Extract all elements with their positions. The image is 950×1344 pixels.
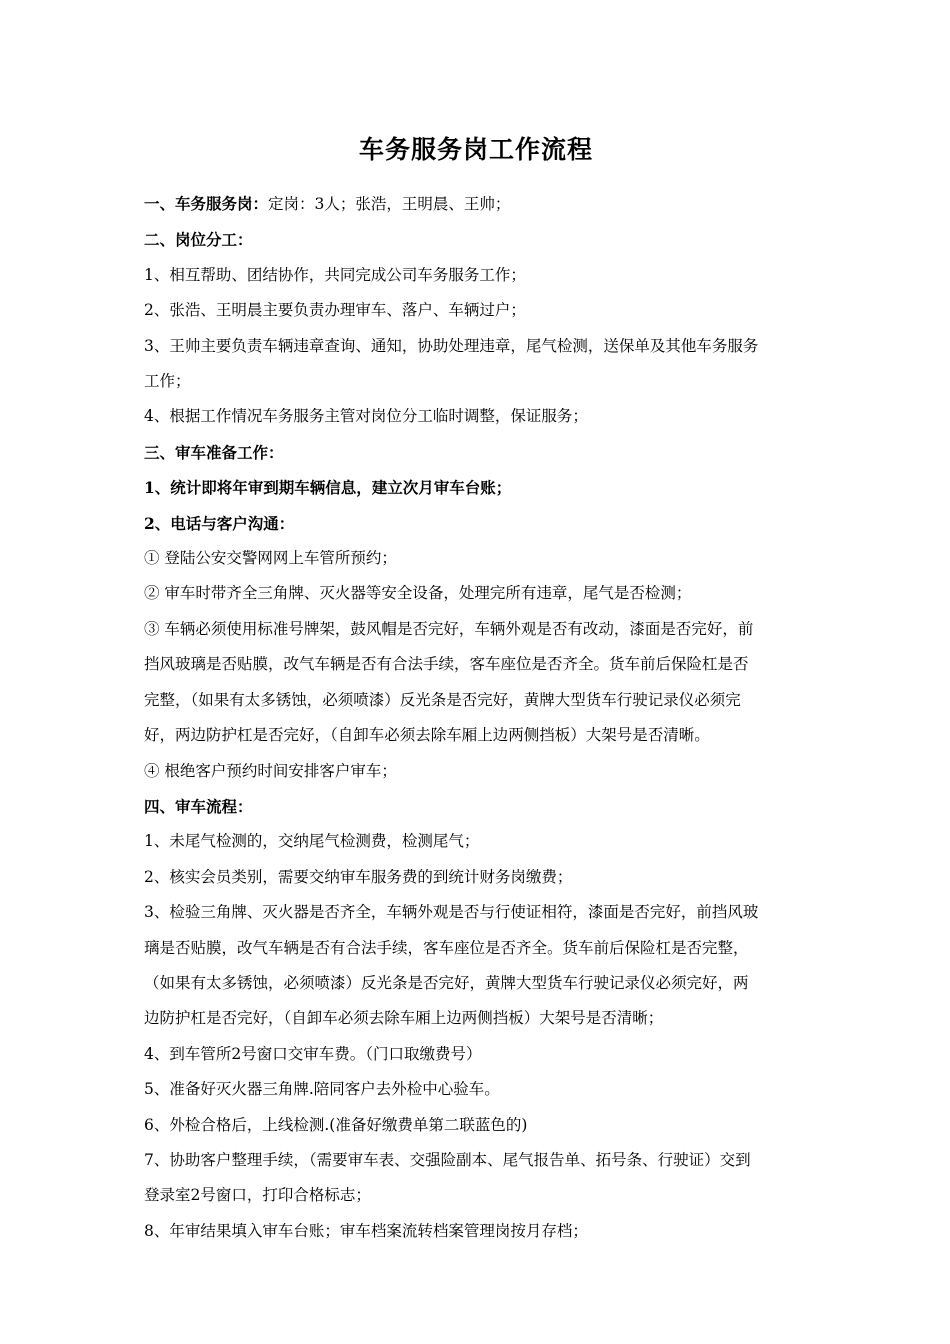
paragraph-line: （如果有太多锈蚀，必须喷漆）反光条是否完好，黄牌大型货车行驶记录仪必须完好，两 — [144, 973, 749, 992]
paragraph-line: 璃是否贴膜，改气车辆是否有合法手续，客车座位是否齐全。货车前后保险杠是否完整， — [144, 938, 749, 957]
paragraph-line: 登录室2号窗口，打印合格标志； — [144, 1186, 371, 1205]
section-heading-3: 三、审车准备工作： — [144, 442, 284, 462]
paragraph-line: 2、核实会员类别，需要交纳审车服务费的到统计财务岗缴费； — [144, 867, 573, 886]
section-heading-1 — [144, 186, 808, 222]
section-heading-detail: 定岗：3人；张浩，王明晨、王帅； — [268, 195, 511, 213]
paragraph-line: ③ 车辆必须使用标准号牌架，鼓风帽是否完好，车辆外观是否有改动，漆面是否完好，前 — [144, 619, 754, 638]
paragraph-line: 边防护杠是否完好，（自卸车必须去除车厢上边两侧挡板）大架号是否清晰； — [144, 1009, 664, 1028]
paragraph-line: 2、张浩、王明晨主要负责办理审车、落户、车辆过户； — [144, 301, 526, 320]
paragraph-line: 挡风玻璃是否贴膜，改气车辆是否有合法手续，客车座位是否齐全。货车前后保险杠是否 — [144, 655, 749, 674]
paragraph-line-bold: 1、统计即将年审到期车辆信息，建立次月审车台账； — [144, 478, 512, 498]
paragraph-line: 6、外检合格后，上线检测.(准备好缴费单第二联蓝色的) — [144, 1115, 528, 1134]
paragraph-line: 8、年审结果填入审车台账；审车档案流转档案管理岗按月存档； — [144, 1221, 588, 1240]
paragraph-line: ① 登陆公安交警网网上车管所预约； — [144, 549, 397, 568]
paragraph-line: 完整，（如果有太多锈蚀，必须喷漆）反光条是否完好，黄牌大型货车行驶记录仪必须完 — [144, 690, 741, 709]
paragraph-line: 7、协助客户整理手续，（需要审车表、交强险副本、尾气报告单、拓号条、行驶证）交到 — [144, 1150, 751, 1169]
paragraph-line: 工作； — [144, 372, 191, 391]
section-heading-label: 一、车务服务岗： — [144, 194, 269, 213]
paragraph-line: 1、相互帮助、团结协作，共同完成公司车务服务工作； — [144, 265, 526, 284]
paragraph-line: ④ 根绝客户预约时间安排客户审车； — [144, 761, 397, 780]
paragraph-line: 5、准备好灭火器三角牌.陪同客户去外检中心验车。 — [144, 1080, 500, 1099]
section-heading-4: 四、审车流程： — [144, 796, 253, 816]
paragraph-line: 4、到车管所2号窗口交审车费。（门口取缴费号） — [144, 1044, 482, 1063]
section-heading-2: 二、岗位分工： — [144, 230, 253, 250]
paragraph-line: 3、王帅主要负责车辆违章查询、通知，协助处理违章，尾气检测，送保单及其他车务服务 — [144, 336, 759, 355]
paragraph-line: ② 审车时带齐全三角牌、灭火器等安全设备，处理完所有违章，尾气是否检测； — [144, 584, 692, 603]
paragraph-line: 4、根据工作情况车务服务主管对岗位分工临时调整，保证服务； — [144, 407, 588, 426]
paragraph-line: 1、未尾气检测的，交纳尾气检测费，检测尾气； — [144, 832, 480, 851]
document-title: 车务服务岗工作流程 — [358, 135, 593, 164]
paragraph-line: 3、检验三角牌、灭火器是否齐全，车辆外观是否与行使证相符，漆面是否完好，前挡风玻 — [144, 903, 759, 922]
paragraph-line: 好，两边防护杠是否完好，（自卸车必须去除车厢上边两侧挡板）大架号是否清晰。 — [144, 726, 710, 745]
paragraph-line-bold: 2、电话与客户沟通： — [144, 513, 295, 533]
